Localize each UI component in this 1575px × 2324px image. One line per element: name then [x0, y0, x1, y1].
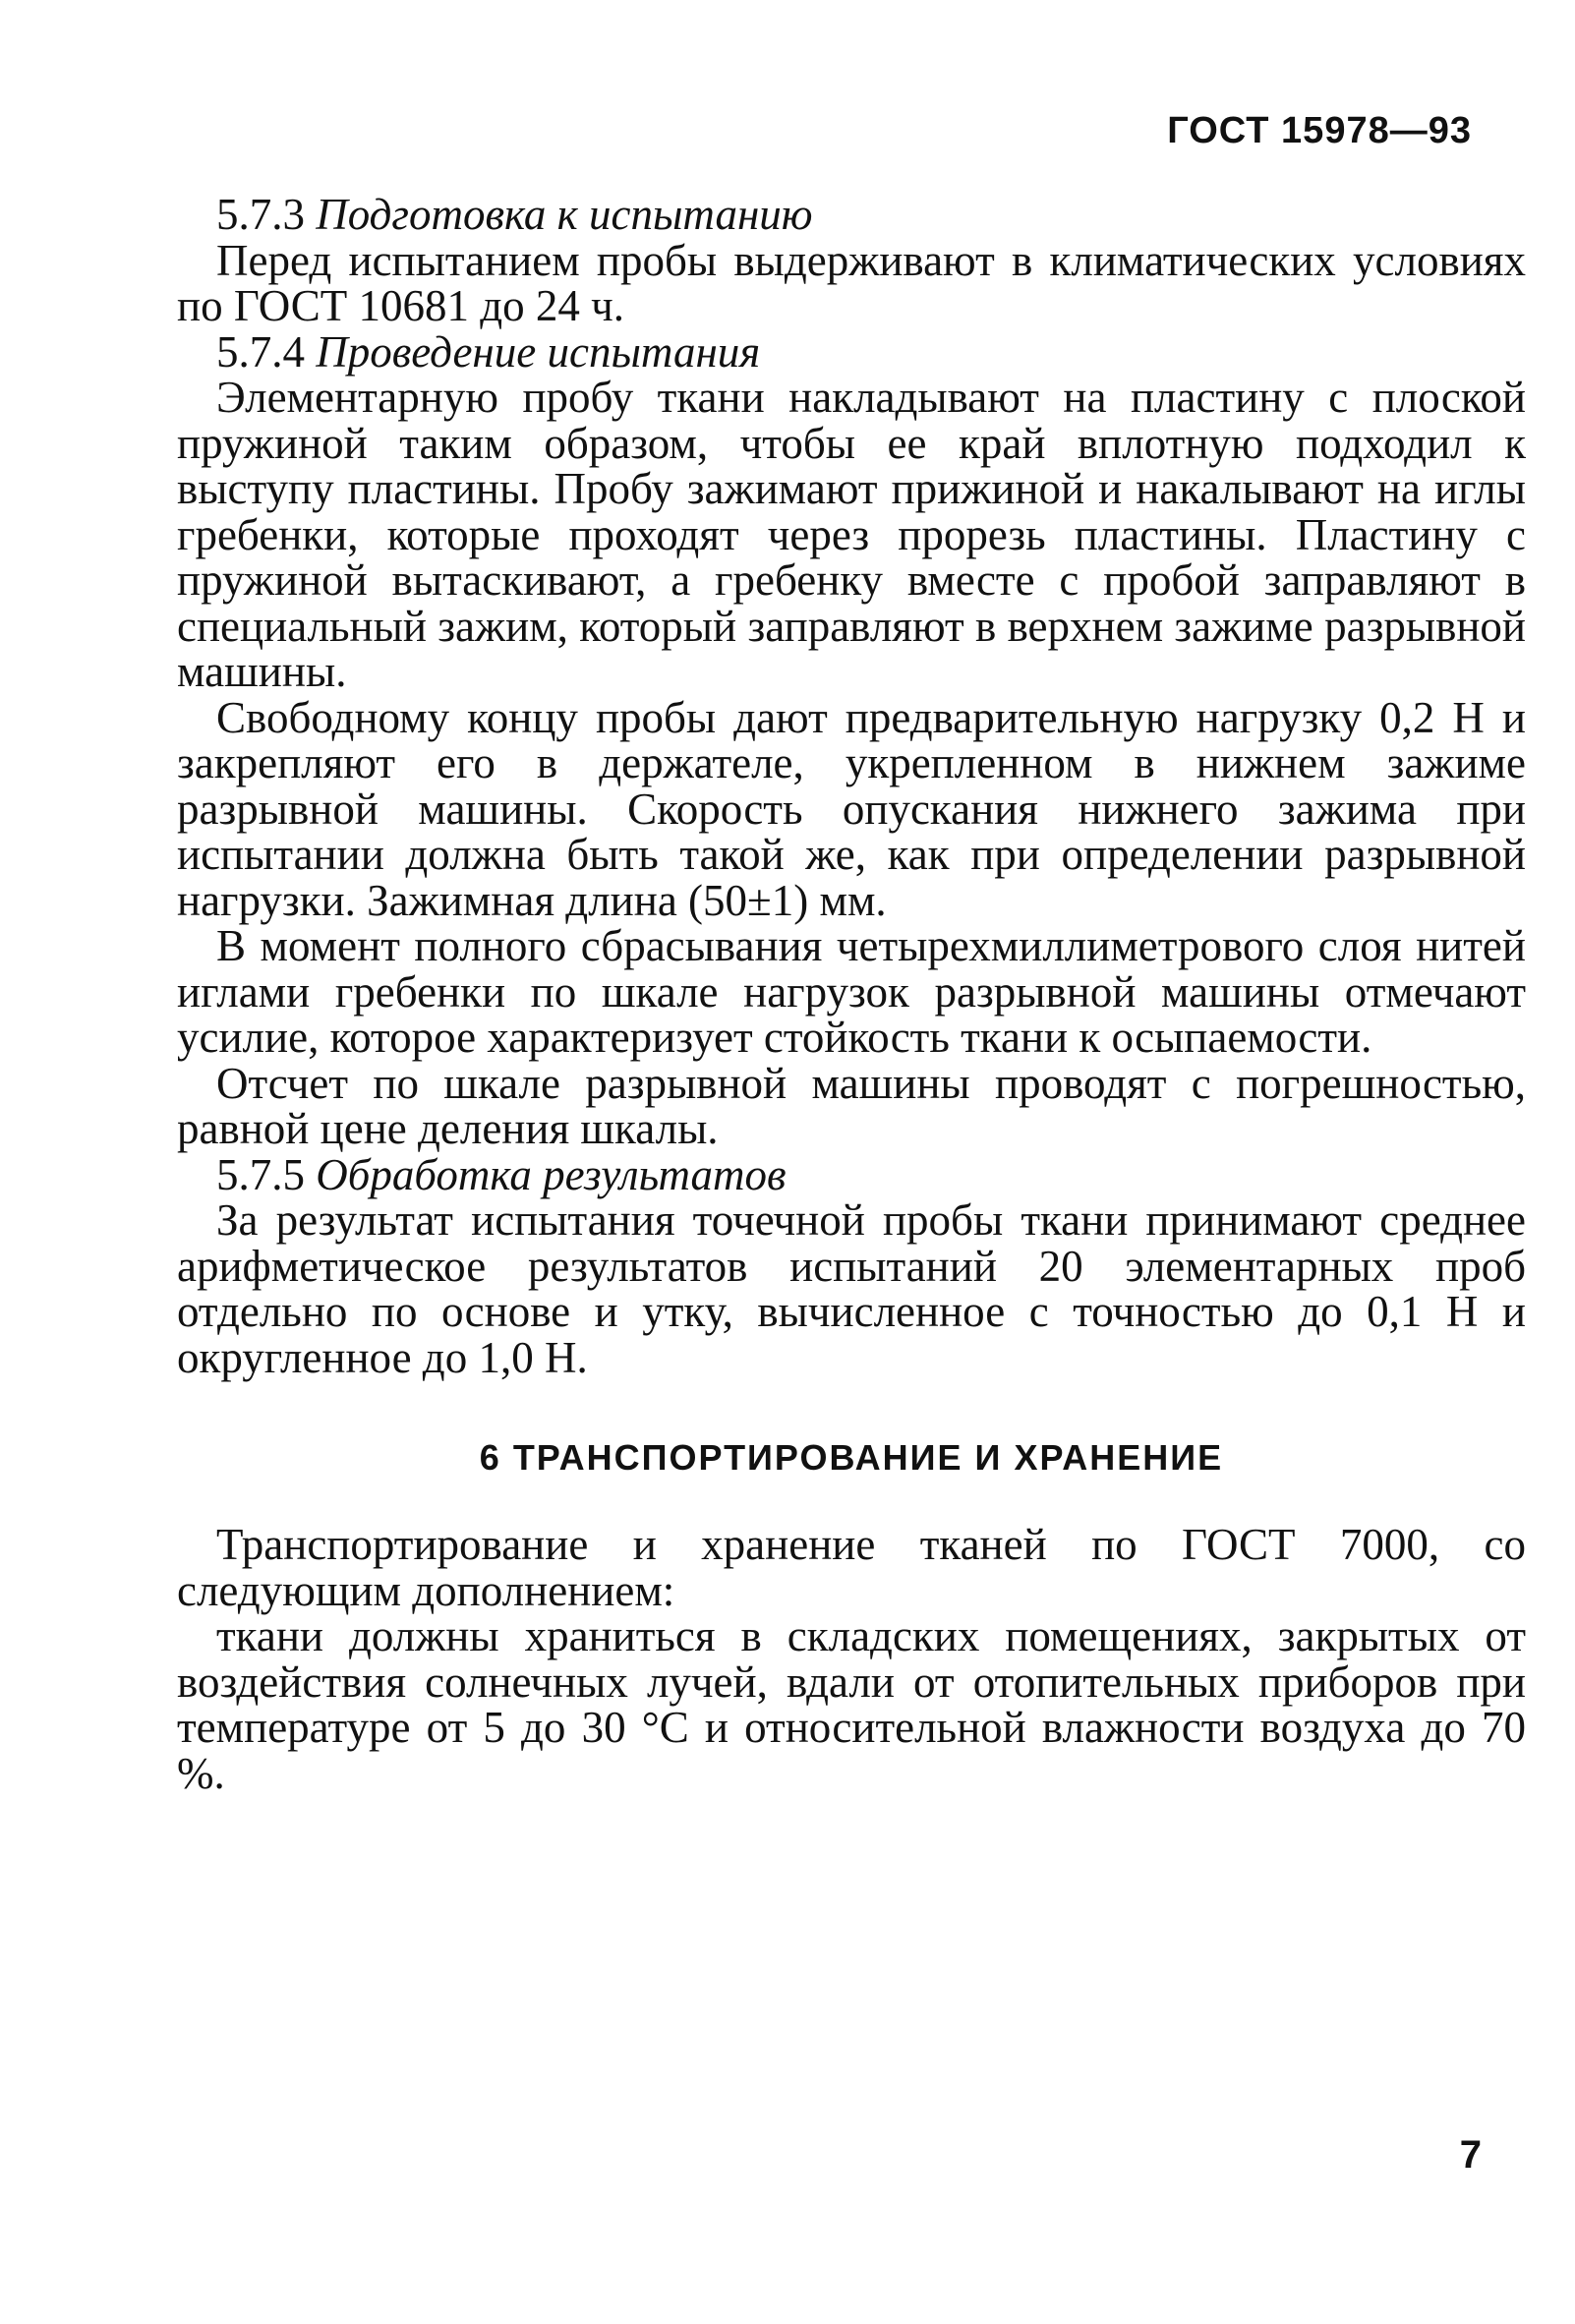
- subsection-heading-5-7-5: [177, 1149, 1526, 1199]
- subsection-heading-5-7-4: [177, 326, 1526, 377]
- page-number: 7: [1459, 2133, 1482, 2177]
- subsection-heading-5-7-3: [177, 192, 1526, 238]
- section-title: 6 ТРАНСПОРТИРОВАНИЕ И ХРАНЕНИЕ: [479, 1437, 1224, 1478]
- standard-header: ГОСТ 15978—93: [1167, 110, 1472, 151]
- paragraph: Перед испытанием пробы выдерживают в климатических условиях по ГОСТ 10681 до 24 ч.: [177, 235, 1526, 330]
- subsection-title: Подготовка к испытанию: [316, 190, 813, 239]
- paragraph: В момент полного сбрасывания четырехмиллиметрового слоя нитей иглами гребенки по шкале нагрузок разрывной машины отмечают усилие, которое характеризует стойкость ткани к осыпаемости.: [177, 921, 1526, 1062]
- page-content: [177, 192, 1526, 1796]
- paragraph: Транспортирование и хранение тканей по ГОСТ 7000, со следующим дополнением:: [177, 1520, 1526, 1615]
- paragraph: Элементарную пробу ткани накладывают на пластину с плоской пружиной таким образом, чтобы ее край вплотную подходил к выступу пластины. Пробу зажимают прижиной и накалывают на иглы гребенки, которые проходят через прорезь пластины. Пластину с пружиной вытаскивают, а гребенку вместе с пробой заправляют в специальный зажим, который заправляют в верхнем зажиме разрывной машины.: [177, 373, 1526, 696]
- paragraph: Свободному концу пробы дают предварительную нагрузку 0,2 Н и закрепляют его в держателе, укрепленном в нижнем зажиме разрывной машины. Скорость опускания нижнего зажима при испытании должна быть такой же, как при определении разрывной нагрузки. Зажимная длина (50±1) мм.: [177, 692, 1526, 925]
- subsection-title: Проведение испытания: [316, 326, 761, 377]
- subsection-number: 5.7.5: [216, 1149, 305, 1199]
- subsection-title: Обработка результатов: [316, 1149, 787, 1199]
- paragraph: За результат испытания точечной пробы ткани принимают среднее арифметическое результатов испытаний 20 элементарных проб отдельно по основе и утку, вычисленное с точностью до 0,1 Н и округленное до 1,0 Н.: [177, 1195, 1526, 1382]
- paragraph: ткани должны храниться в складских помещениях, закрытых от воздействия солнечных лучей, вдали от отопительных приборов при температуре от 5 до 30 °С и относительной влажности воздуха до 70 %.: [177, 1611, 1526, 1798]
- subsection-number: 5.7.4: [216, 326, 305, 377]
- paragraph: Отсчет по шкале разрывной машины проводят с погрешностью, равной цене деления шкалы.: [177, 1058, 1526, 1153]
- subsection-number: 5.7.3: [216, 190, 305, 239]
